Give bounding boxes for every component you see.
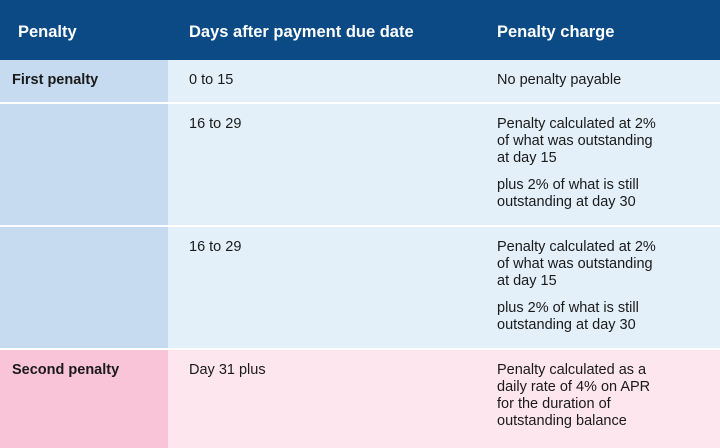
charge-line: plus 2% of what is still: [497, 177, 639, 193]
table-row: [0, 227, 720, 348]
charge-line: plus 2% of what is still: [497, 300, 639, 316]
table-row: [0, 350, 720, 448]
penalty-label: Second penalty: [12, 362, 120, 378]
charge-line: of what was outstanding: [497, 256, 653, 272]
charge-line: at day 15: [497, 273, 557, 289]
table-row: [0, 60, 720, 102]
row-body: [168, 60, 720, 102]
header-penalty: Penalty: [18, 23, 77, 41]
charge-line: of what was outstanding: [497, 133, 653, 149]
charge-line: Penalty calculated at 2%: [497, 116, 656, 132]
header-penalty-charge: Penalty charge: [497, 23, 615, 41]
table-row: [0, 104, 720, 225]
charge-line: daily rate of 4% on APR: [497, 379, 651, 395]
days-cell: 16 to 29: [189, 116, 242, 132]
charge-line: No penalty payable: [497, 72, 622, 88]
days-cell: 16 to 29: [189, 239, 242, 255]
header-days-after-due-date: Days after payment due date: [189, 23, 414, 41]
charge-line: outstanding balance: [497, 413, 627, 429]
charge-line: Penalty calculated at 2%: [497, 239, 656, 255]
table-header: [0, 0, 720, 60]
penalty-cell: [0, 104, 168, 225]
penalty-label: First penalty: [12, 72, 99, 88]
charge-line: Penalty calculated as a: [497, 362, 647, 378]
charge-line: at day 15: [497, 150, 557, 166]
days-cell: Day 31 plus: [189, 362, 266, 378]
days-cell: 0 to 15: [189, 72, 234, 88]
penalty-cell: [0, 227, 168, 348]
charge-line: outstanding at day 30: [497, 194, 636, 210]
charge-line: for the duration of: [497, 396, 611, 412]
charge-line: outstanding at day 30: [497, 317, 636, 333]
